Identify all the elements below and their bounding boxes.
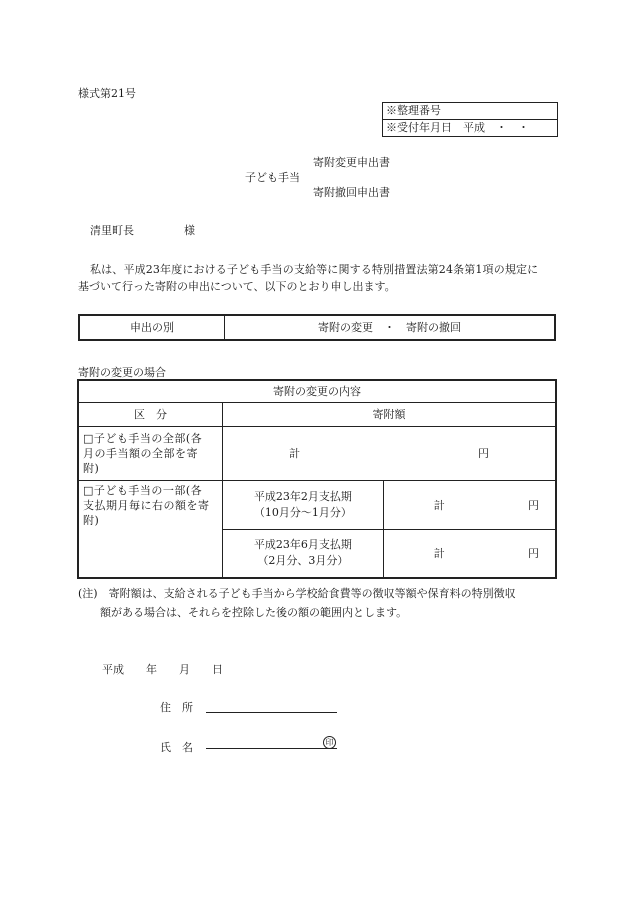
category-all-line3: 附)	[83, 461, 100, 475]
category-all-line1: □子ども手当の全部(各	[83, 431, 203, 445]
category-part-line1: □子ども手当の一部(各	[83, 483, 203, 497]
serial-number-label: ※整理番号	[386, 104, 441, 117]
request-kind-label: 申出の別	[80, 316, 225, 339]
seal-mark: 印	[323, 736, 336, 749]
category-all	[78, 426, 223, 480]
change-table-title: 寄附の変更の内容	[78, 380, 556, 402]
category-part-line3: 附)	[83, 513, 100, 527]
title-prefix: 子ども手当	[245, 171, 300, 184]
amount-all-cell	[223, 426, 556, 480]
period-feb-line2: （10月分〜1月分）	[253, 505, 352, 519]
name-label: 氏 名	[160, 741, 193, 754]
record-box	[382, 102, 558, 137]
signature-date: 平成 年 月 日	[102, 663, 223, 676]
category-part	[78, 480, 223, 578]
note-line1: (注) 寄附額は、支給される子ども手当から学校給食費等の徴収等額や保育料の特別徴収	[78, 587, 516, 600]
name-line	[206, 748, 337, 749]
address-line	[206, 712, 337, 713]
request-kind-row	[78, 314, 556, 341]
col-amount-header: 寄附額	[223, 402, 556, 426]
title-withdraw: 寄附撤回申出書	[313, 186, 390, 199]
amount-all-total-label: 計	[289, 447, 301, 460]
note-line2: 額がある場合は、それらを控除した後の額の範囲内とします。	[100, 606, 408, 619]
change-table	[77, 379, 557, 579]
period-feb-line1: 平成23年2月支払期	[253, 489, 352, 503]
body-text-line1: 私は、平成23年度における子ども手当の支給等に関する特別措置法第24条第1項の規定に	[90, 263, 539, 276]
amount-all-yen: 円	[478, 447, 489, 460]
amount-feb-yen: 円	[528, 498, 539, 512]
col-category-header: 区 分	[78, 402, 223, 426]
amount-jun-yen: 円	[528, 547, 539, 561]
period-feb	[223, 480, 384, 529]
amount-feb-total-label: 計	[433, 498, 445, 512]
addressee-honorific: 様	[184, 224, 195, 237]
amount-jun-cell	[383, 529, 556, 578]
category-all-line2: 月の手当額の全部を寄	[83, 446, 198, 460]
amount-jun-total-label: 計	[433, 547, 445, 561]
received-date-label: ※受付年月日 平成 ・ ・	[383, 119, 557, 136]
form-number: 様式第21号	[78, 87, 136, 100]
period-jun	[223, 529, 384, 578]
change-section-heading: 寄附の変更の場合	[78, 366, 166, 379]
request-kind-options: 寄附の変更 ・ 寄附の撤回	[318, 321, 461, 334]
period-jun-line1: 平成23年6月支払期	[253, 538, 352, 552]
address-label: 住 所	[160, 701, 193, 714]
period-jun-line2: （2月分、3月分）	[257, 554, 349, 568]
title-change: 寄附変更申出書	[313, 156, 390, 169]
body-text-line2: 基づいて行った寄附の申出について、以下のとおり申し出ます。	[78, 280, 396, 293]
addressee-name: 清里町長	[90, 224, 134, 237]
amount-feb-cell	[383, 480, 556, 529]
category-part-line2: 支払期月毎に右の額を寄	[83, 498, 210, 512]
